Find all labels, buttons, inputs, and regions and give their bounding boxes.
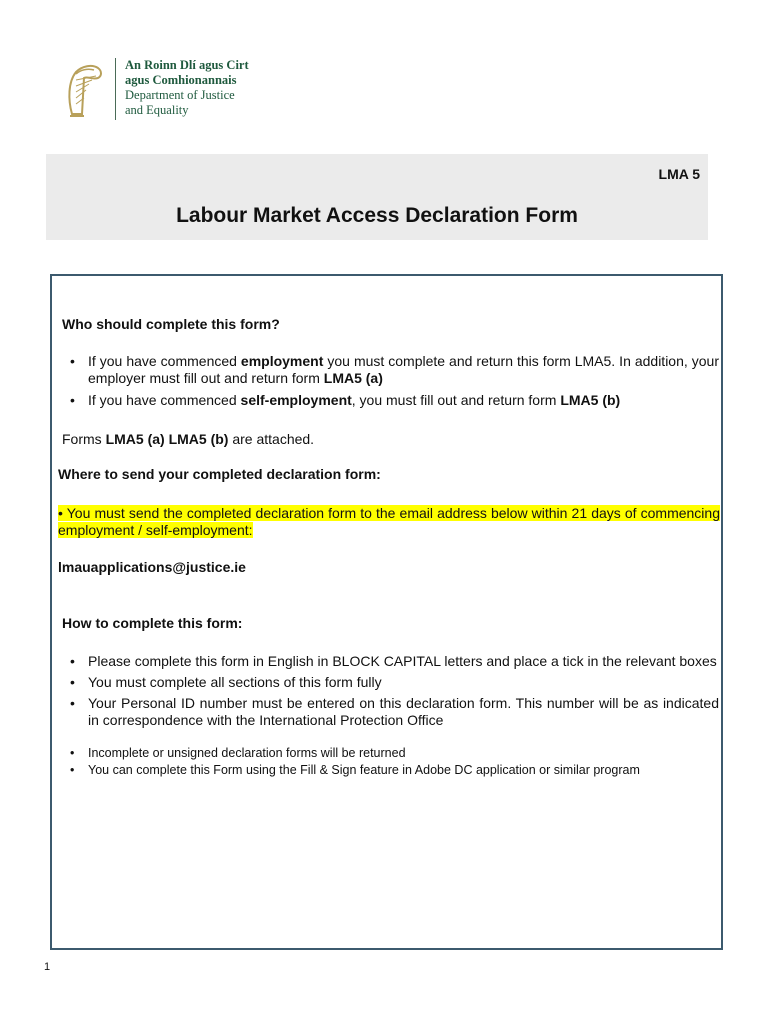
list-item: • Please complete this form in English in BLOCK CAPITAL letters and place a tick in the relevant boxes [62, 653, 719, 670]
email-address: lmauapplications@justice.ie [58, 559, 246, 575]
attached-forms: Forms LMA5 (a) LMA5 (b) are attached. [62, 431, 315, 447]
how-list [62, 653, 719, 729]
list-item: • If you have commenced self-employment, you must fill out and return form LMA5 (b) [62, 392, 719, 409]
logo-line-1: An Roinn Dlí agus Cirt [125, 58, 249, 72]
list-item: • If you have commenced employment you must complete and return this form LMA5. In addition, your employer must fill out and return form LMA5 (a) [62, 353, 719, 387]
who-list [62, 353, 719, 409]
how-heading: How to complete this form: [62, 615, 243, 631]
logo-line-3: Department of Justice [125, 88, 235, 102]
page-title: Labour Market Access Declaration Form [176, 204, 578, 227]
logo-divider [115, 58, 116, 120]
instructions-box [50, 274, 723, 950]
who-heading: Who should complete this form? [62, 316, 280, 332]
list-item: • Incomplete or unsigned declaration forms will be returned [62, 746, 734, 761]
department-logo [62, 58, 262, 126]
send-notice: • You must send the completed declaration form to the email address below within 21 days of commencing employment / self-employment: [58, 505, 720, 538]
where-heading: Where to send your completed declaration form: [58, 466, 381, 482]
form-code: LMA 5 [658, 166, 700, 182]
list-item: • You can complete this Form using the Fill & Sign feature in Adobe DC application or similar program [62, 763, 734, 778]
logo-line-2: agus Comhionannais [125, 73, 237, 87]
list-item: • You must complete all sections of this form fully [62, 674, 719, 691]
logo-text [125, 58, 249, 118]
page-number: 1 [44, 961, 51, 973]
how-list-small [62, 746, 734, 778]
harp-icon [62, 62, 108, 120]
logo-line-4: and Equality [125, 103, 189, 117]
form-header [46, 154, 708, 240]
list-item: • Your Personal ID number must be entered on this declaration form. This number will be as indicated in correspondence with the International Protection Office [62, 695, 719, 729]
